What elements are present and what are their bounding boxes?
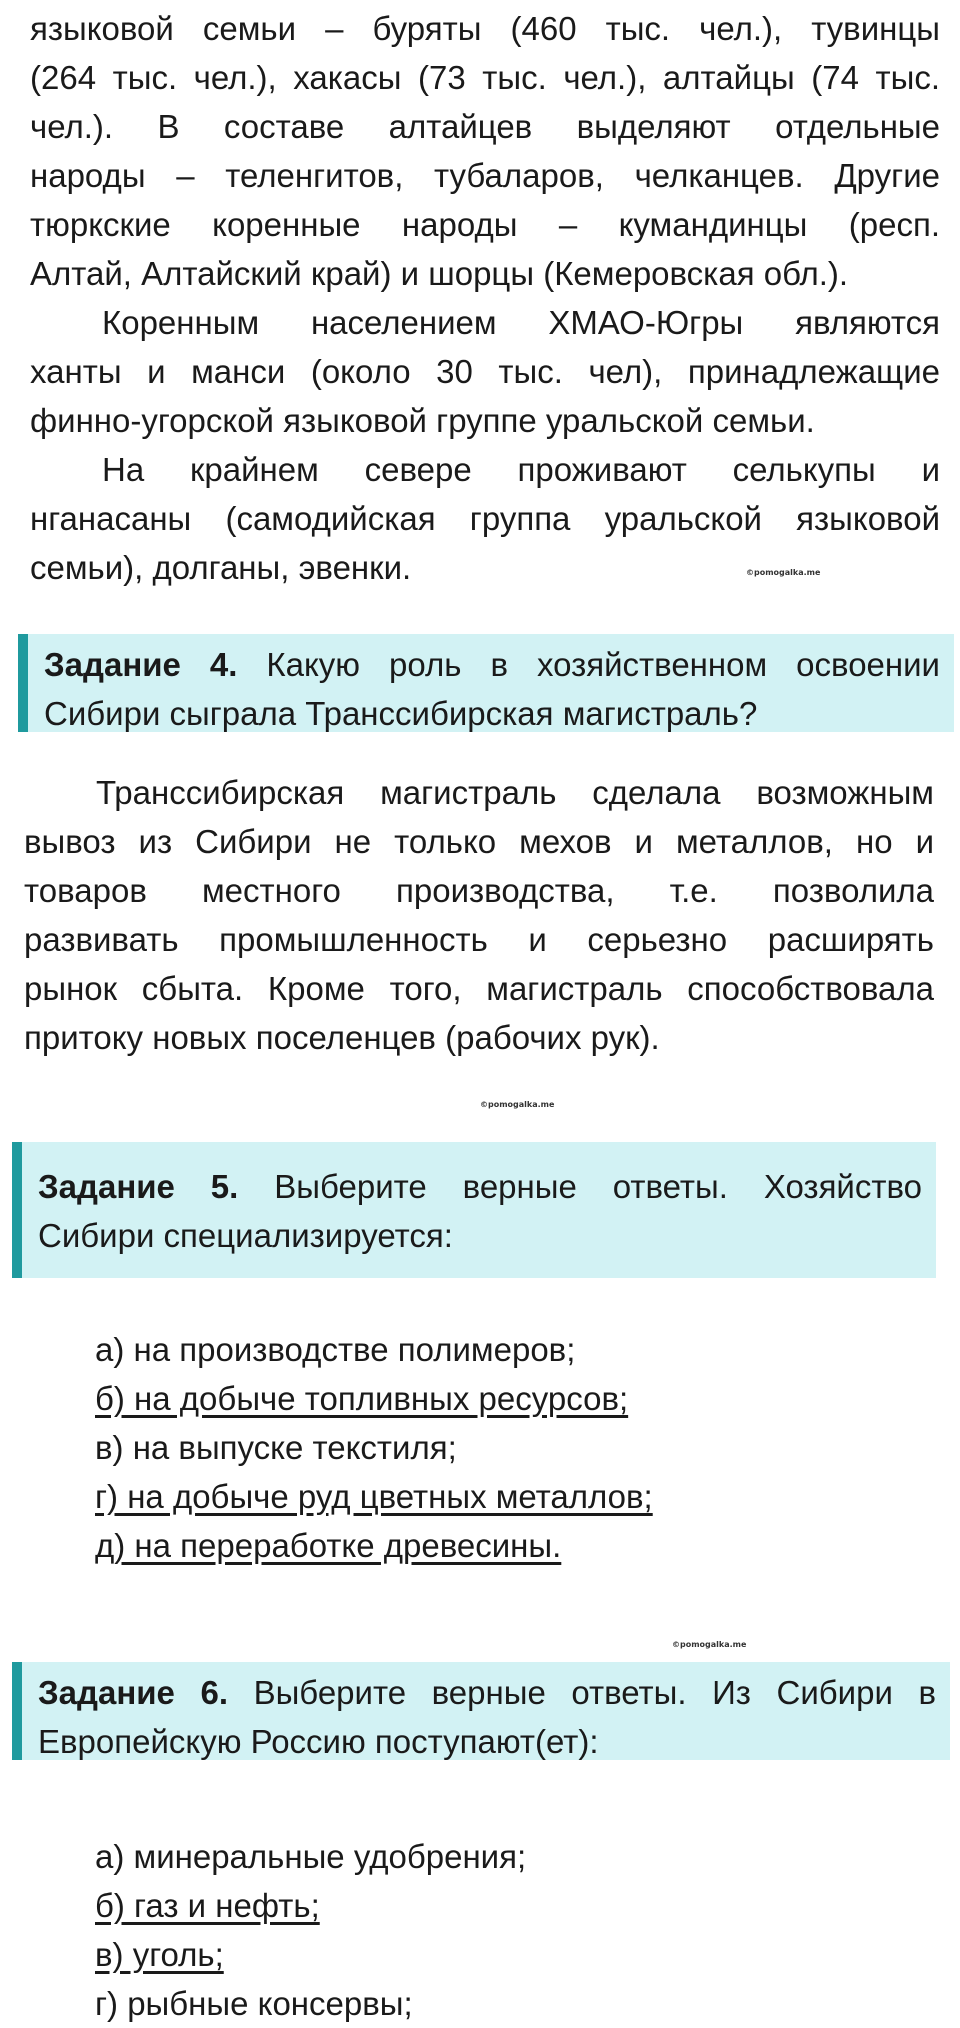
watermark: ©pomogalka.me: [480, 1100, 555, 1109]
text-line: вывоз из Сибири не только мехов и металлов, но и: [24, 823, 934, 860]
task-4-label: Задание 4.: [44, 646, 238, 683]
watermark: ©pomogalka.me: [672, 1640, 747, 1649]
text-line: притоку новых поселенцев (рабочих рук).: [24, 1019, 660, 1056]
task-5-label: Задание 5.: [38, 1168, 239, 1205]
text-line: товаров местного производства, т.е. позволила: [24, 872, 934, 909]
task-5-line: Сибири специализируется:: [38, 1217, 453, 1254]
watermark: ©pomogalka.me: [746, 568, 821, 577]
text-line: Транссибирская магистраль сделала возможным: [96, 774, 934, 811]
task-4-question: Какую роль в хозяйственном освоении: [237, 646, 940, 683]
text-line: языковой семьи – буряты (460 тыс. чел.), тувинцы: [30, 10, 940, 47]
option-item-correct: б) на добыче топливных ресурсов;: [95, 1380, 629, 1417]
intro-paragraph: [30, 4, 940, 298]
task-6-question: Выберите верные ответы. Из Сибири в: [228, 1674, 936, 1711]
task-4-line: [44, 640, 940, 689]
task-5-question: Выберите верные ответы. Хозяйство: [238, 1168, 922, 1205]
text-line: финно-угорской языковой группе уральской семьи.: [30, 402, 815, 439]
option-item: а) минеральные удобрения;: [95, 1838, 527, 1875]
answer-4-paragraph: [24, 768, 934, 1062]
text-line: Алтай, Алтайский край) и шорцы (Кемеровская обл.).: [30, 255, 849, 292]
task-4-box: [18, 634, 954, 732]
option-item: в) на выпуске текстиля;: [95, 1429, 457, 1466]
option-item: а) на производстве полимеров;: [95, 1331, 576, 1368]
task-6-line: Европейскую Россию поступают(ет):: [38, 1723, 599, 1760]
text-line: (264 тыс. чел.), хакасы (73 тыс. чел.), алтайцы (74 тыс.: [30, 59, 940, 96]
task-5-options: [95, 1325, 653, 1570]
task-6-line: [38, 1668, 936, 1717]
text-line: ханты и манси (около 30 тыс. чел), принадлежащие: [30, 353, 940, 390]
task-5-line: [38, 1162, 922, 1211]
text-line: рынок сбыта. Кроме того, магистраль способствовала: [24, 970, 934, 1007]
task-6-options: [95, 1832, 526, 2028]
khmao-paragraph: [30, 298, 940, 445]
text-line: чел.). В составе алтайцев выделяют отдельные: [30, 108, 940, 145]
option-item-correct: в) уголь;: [95, 1936, 224, 1973]
option-item-correct: г) на добыче руд цветных металлов;: [95, 1478, 653, 1515]
task-5-box: [12, 1142, 936, 1278]
text-line: нганасаны (самодийская группа уральской языковой: [30, 500, 940, 537]
task-6-label: Задание 6.: [38, 1674, 228, 1711]
option-item-correct: д) на переработке древесины.: [95, 1527, 562, 1564]
text-line: семьи), долганы, эвенки.: [30, 549, 412, 586]
text-line: Коренным населением ХМАО-Югры являются: [102, 304, 940, 341]
text-line: народы – теленгитов, тубаларов, челканцев. Другие: [30, 157, 940, 194]
text-line: На крайнем севере проживают селькупы и: [102, 451, 940, 488]
option-item-correct: б) газ и нефть;: [95, 1887, 320, 1924]
text-line: развивать промышленность и серьезно расширять: [24, 921, 934, 958]
option-item: г) рыбные консервы;: [95, 1985, 413, 2022]
task-4-line: Сибири сыграла Транссибирская магистраль?: [44, 695, 758, 732]
task-6-box: [12, 1662, 950, 1760]
text-line: тюркские коренные народы – кумандинцы (респ.: [30, 206, 940, 243]
